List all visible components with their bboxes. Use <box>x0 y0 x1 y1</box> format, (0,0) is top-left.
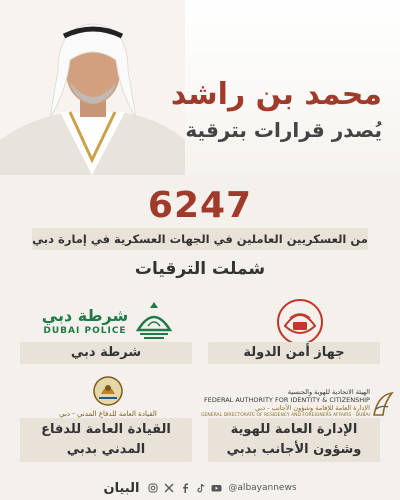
entity-label-state-security: جهاز أمن الدولة <box>208 342 380 364</box>
gdrfa-logo-icon <box>370 389 396 419</box>
gdrfa-line-2: FEDERAL AUTHORITY FOR IDENTITY & CITIZENSHIP <box>204 396 370 404</box>
entity-label-civil-line1: القيادة العامة للدفاع <box>41 422 171 437</box>
facebook-icon[interactable] <box>179 483 190 494</box>
promotion-count: 6247 <box>147 185 253 226</box>
tiktok-icon[interactable] <box>195 483 206 494</box>
police-logo-text-en: DUBAI POLICE <box>43 326 127 336</box>
youtube-icon[interactable] <box>211 483 222 494</box>
section-title: شملت الترقيات <box>134 259 266 279</box>
gdrfa-line-1: الهيئة الاتحادية للهوية والجنسية <box>287 388 370 396</box>
entity-label-gdrfa-line2: وشؤون الأجانب بدبي <box>226 442 362 457</box>
civil-defence-logo <box>28 366 188 426</box>
instagram-icon[interactable] <box>147 483 158 494</box>
x-icon[interactable] <box>163 483 174 494</box>
state-security-emblem-icon <box>275 296 325 348</box>
dubai-police-emblem-icon <box>134 300 174 344</box>
entity-label-civil-line2: المدني بدبي <box>66 442 146 457</box>
civil-defence-logo-text: القيادة العامة للدفاع المدني - دبي <box>59 410 157 418</box>
entity-label-gdrfa <box>208 418 380 462</box>
subheadline: يُصدر قرارات بترقية <box>185 118 382 142</box>
gdrfa-line-4: GENERAL DIRECTORATE OF RESIDENCY AND FOREIGNERS AFFAIRS - DUBAI <box>201 413 370 418</box>
civil-defence-emblem-icon <box>91 374 125 408</box>
social-handle[interactable]: @albayannews <box>228 483 297 493</box>
entity-label-dubai-police: شرطة دبي <box>20 342 192 364</box>
police-logo-text-ar: شرطة دبي <box>41 306 129 325</box>
brand-logo: البيان <box>103 480 140 496</box>
footer <box>0 476 400 500</box>
gdrfa-line-3: الإدارة العامة للإقامة وشؤون الأجانب - دبي <box>254 404 370 412</box>
social-icons <box>147 483 222 494</box>
entity-label-gdrfa-line1: الإدارة العامة للهوية <box>230 422 358 437</box>
headline: محمد بن راشد <box>170 77 382 112</box>
entity-label-civil-defence <box>20 418 192 462</box>
count-description: من العسكريين العاملين في الجهات العسكرية في إمارة دبي <box>32 228 368 250</box>
